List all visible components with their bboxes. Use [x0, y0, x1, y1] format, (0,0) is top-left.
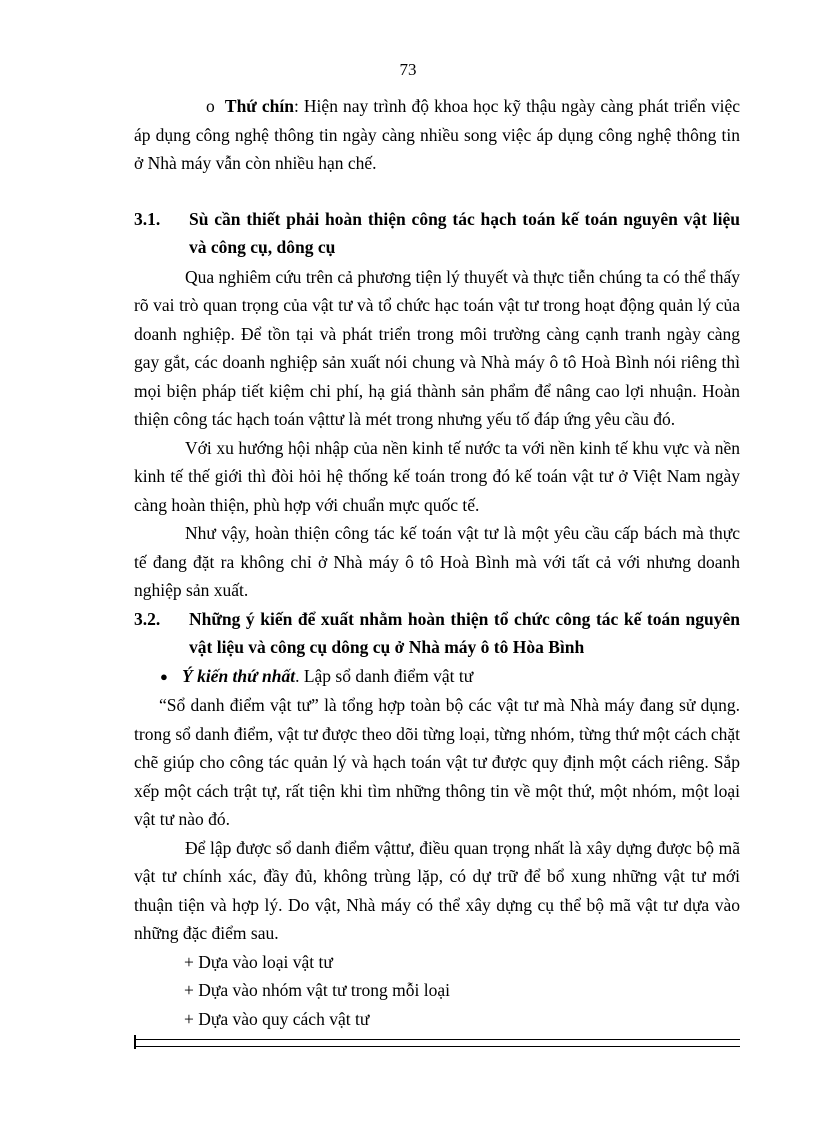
bullet-item: [134, 662, 740, 692]
paragraph: Như vậy, hoàn thiện công tác kế toán vật tư là một yêu cầu cấp bách mà thực tế đang đặt ra không chỉ ở Nhà máy ô tô Hoà Bình mà với tất cả với nhưng doanh nghiệp sản xuất.: [134, 523, 740, 600]
list-item: + Dựa vào quy cách vật tư: [184, 1008, 370, 1029]
footer-rule-tick: [134, 1035, 136, 1049]
section-heading-3-1: [134, 205, 740, 262]
bullet-label: Ý kiến thứ nhất: [182, 665, 296, 686]
list-item: + Dựa vào loại vật tư: [184, 951, 333, 972]
bullet-text: . Lập sổ danh điểm vật tư: [295, 665, 474, 686]
page-number: 73: [399, 60, 417, 79]
section-heading-3-2: [134, 605, 740, 662]
list-item: + Dựa vào nhóm vật tư trong mỗi loại: [184, 980, 451, 1000]
intro-label: Thứ chín: [224, 96, 294, 116]
footer-double-rule: [134, 1039, 740, 1047]
paragraph: Để lập được sổ danh điểm vậttư, điều quan trọng nhất là xây dựng được bộ mã vật tư chính xác, đầy đủ, không trùng lặp, có dự trữ để bổ xung những vật tư mới thuận tiện và hợp lý. Do vật, Nhà máy có thể xây dựng cụ thể bộ mã vật tư dựa vào những đặc điểm sau.: [134, 837, 740, 943]
bullet-dot-icon: ●: [160, 668, 168, 684]
section-title: Những ý kiến để xuất nhằm hoàn thiện tổ chức công tác kế toán nguyên vật liệu và công cụ dông cụ ở Nhà máy ô tô Hòa Bình: [189, 608, 740, 657]
intro-text: : Hiện nay trình độ khoa học kỹ thậu ngày càng phát triển việc áp dụng công nghệ thông tin ngày càng nhiều song việc áp dụng công nghệ thông tin ở Nhà máy vẫn còn nhiều hạn chế.: [134, 96, 740, 173]
intro-paragraph: [134, 92, 740, 178]
page-body: [134, 92, 740, 1033]
circle-bullet-icon: o: [206, 96, 215, 116]
section-number: 3.2.: [134, 608, 161, 629]
paragraph: “Sổ danh điểm vật tư” là tổng hợp toàn bộ các vật tư mà Nhà máy đang sử dụng. trong sổ danh điểm, vật tư được theo dõi từng loại, từng nhóm, từng thứ một cách chặt chẽ giúp cho công tác quản lý và hạch toán vật tư được quy định một cách riêng. Sắp xếp một cách trật tự, rất tiện khi tìm những thông tin về một thứ, một nhóm, một loại vật tư nào đó.: [134, 695, 740, 829]
paragraph: Với xu hướng hội nhập của nền kinh tế nước ta với nền kinh tế khu vực và nền kinh tế thế giới thì đòi hỏi hệ thống kế toán trong đó kế toán vật tư ở Việt Nam ngày càng hoàn thiện, phù hợp với chuẩn mực quốc tế.: [134, 437, 740, 515]
section-title: Sù cần thiết phải hoàn thiện công tác hạch toán kế toán nguyên vật liệu và công cụ, dông cụ: [189, 208, 740, 257]
section-number: 3.1.: [134, 208, 161, 229]
paragraph: Qua nghiêm cứu trên cả phương tiện lý thuyết và thực tiễn chúng ta có thể thấy rõ vai trò quan trọng của vật tư và tổ chức hạc toán vật tư trong hoạt động quản lý của doanh nghiệp. Để tồn tại và phát triển trong môi trường càng cạnh tranh ngày càng gay gắt, các doanh nghiệp sản xuất nói chung và Nhà máy ô tô Hoà Bình nói riêng thì mọi biện pháp tiết kiệm chi phí, hạ giá thành sản phẩm để nâng cao lợi nhuận. Hoàn thiện công tác hạch toán vậttư là mét trong nhưng yếu tố đáp ứng yêu cầu đó.: [134, 266, 740, 429]
